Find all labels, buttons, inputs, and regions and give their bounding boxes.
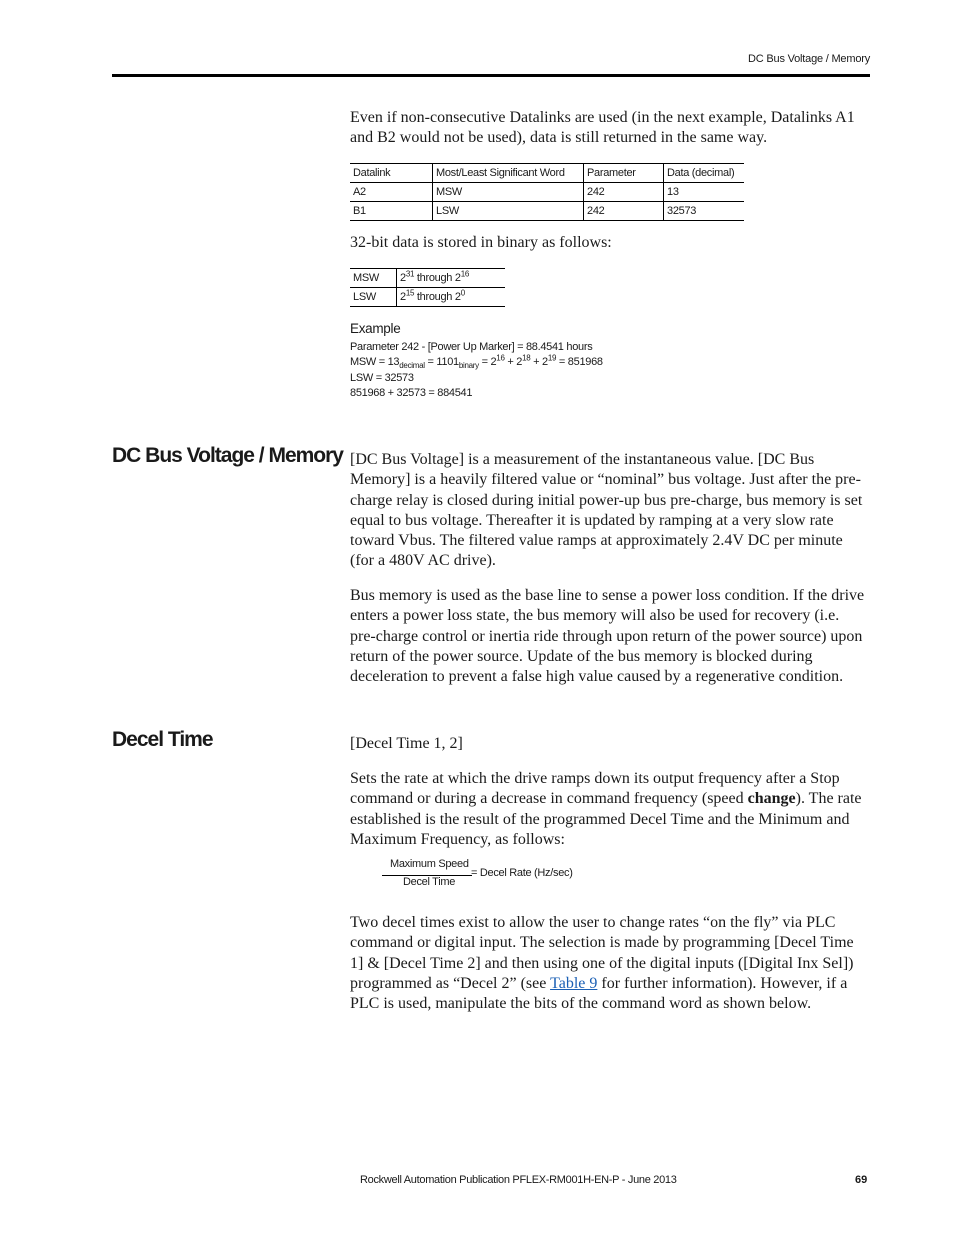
table-header-cell: Parameter [584, 164, 664, 183]
table-cell: 242 [584, 202, 664, 221]
range-cell: $2^{31}$ through $2^{16}$ [397, 269, 506, 288]
table-cell: MSW [433, 183, 584, 202]
table-cell: B1 [353, 205, 366, 217]
decel-paragraph-1 [350, 769, 868, 850]
dc-bus-paragraph-2 [350, 586, 868, 687]
decel-params [350, 734, 868, 754]
example-block [350, 321, 603, 402]
binary-intro [350, 233, 868, 253]
page-number: 69 [855, 1174, 868, 1186]
example-heading: Example [350, 321, 401, 336]
table-header-cell: Most/Least Significant Word [433, 164, 584, 183]
running-header: DC Bus Voltage / Memory [748, 53, 870, 65]
datalink-table [350, 163, 744, 221]
table-header-cell: Data (decimal) [664, 164, 745, 183]
table-row [350, 288, 505, 307]
example-line: 851968 + 32573 = 884541 [350, 387, 473, 400]
range-cell: $2^{15}$ through $2^0$ [397, 288, 506, 307]
header-rule [112, 74, 870, 77]
decel-text-1: Sets the rate at which the drive ramps down its output frequency after a Stop command or during a decrease in command frequency (speed change). The rate established is the result of the programmed Decel Time and the Minimum and Maximum Frequency, as follows: [350, 770, 862, 848]
dc-bus-text-2: Bus memory is used as the base line to sense a power loss condition. If the drive enters a power loss state, the bus memory will also be used for recovery (i.e. pre-charge control or inertia ride through upon return of the power source) upon return of the power source. Update of the bus memory is blocked during deceleration to prevent a false high value caused by a regenerative condition. [350, 587, 865, 686]
formula-result: = Decel Rate (Hz/sec) [471, 867, 573, 879]
table-row [350, 269, 505, 288]
table-row [350, 183, 744, 202]
table-header-row [350, 164, 744, 183]
table-cell: 242 [584, 183, 664, 202]
dc-bus-paragraph-1 [350, 450, 868, 572]
table-cell: A2 [353, 186, 366, 198]
formula-denominator: Decel Time [403, 876, 456, 888]
table-cell: LSW [433, 202, 584, 221]
example-line: Parameter 242 - [Power Up Marker] = 88.4541 hours [350, 340, 593, 353]
word-cell: LSW [353, 291, 376, 303]
intro-paragraph [350, 108, 868, 149]
footer-publication: Rockwell Automation Publication PFLEX-RM001H-EN-P - June 2013 [360, 1174, 677, 1186]
table-row [350, 202, 744, 221]
decel-text-2: Two decel times exist to allow the user to change rates “on the fly” via PLC command or digital input. The selection is made by programming [Decel Time 1] & [Decel Time 2] and then using one of the digital inputs ([Digital Inx Sel]) programmed as “Decel 2” (see Table 9 for further information). However, if a PLC is used, manipulate the bits of the command word as shown below. [350, 914, 854, 1013]
table-9-link[interactable]: Table 9 [550, 974, 598, 992]
intro-text: Even if non-consecutive Datalinks are used (in the next example, Datalinks A1 and B2 would not be used), data is still returned in the same way. [350, 109, 855, 147]
binary-intro-text: 32-bit data is stored in binary as follows: [350, 234, 612, 251]
table-header-cell: Datalink [353, 167, 391, 179]
dc-bus-text-1: [DC Bus Voltage] is a measurement of the instantaneous value. [DC Bus Memory] is a heavily filtered value or “nominal” bus voltage. Just after the pre-charge relay is closed during initial power-up bus pre-charge, bus memory is set equal to bus voltage. Thereafter it is updated by ramping at a very slow rate toward Vbus. The filtered value ramps at approximately 2.4V DC per minute (for a 480V AC drive). [350, 451, 863, 570]
binary-table [350, 268, 505, 307]
decel-params-text: [Decel Time 1, 2] [350, 735, 463, 752]
example-line: MSW = $13_{decimal} = 1101_{binary} = 2^{16} + 2^{18} + 2^{19} = 851968$ [350, 353, 603, 371]
table-cell: 13 [664, 183, 745, 202]
decel-paragraph-2 [350, 913, 868, 1014]
section-heading-decel: Decel Time [112, 728, 213, 751]
section-heading-dc-bus: DC Bus Voltage / Memory [112, 444, 343, 467]
table-cell: 32573 [664, 202, 745, 221]
formula-numerator: Maximum Speed [390, 858, 469, 870]
example-line: LSW = 32573 [350, 371, 414, 384]
word-cell: MSW [353, 272, 379, 284]
